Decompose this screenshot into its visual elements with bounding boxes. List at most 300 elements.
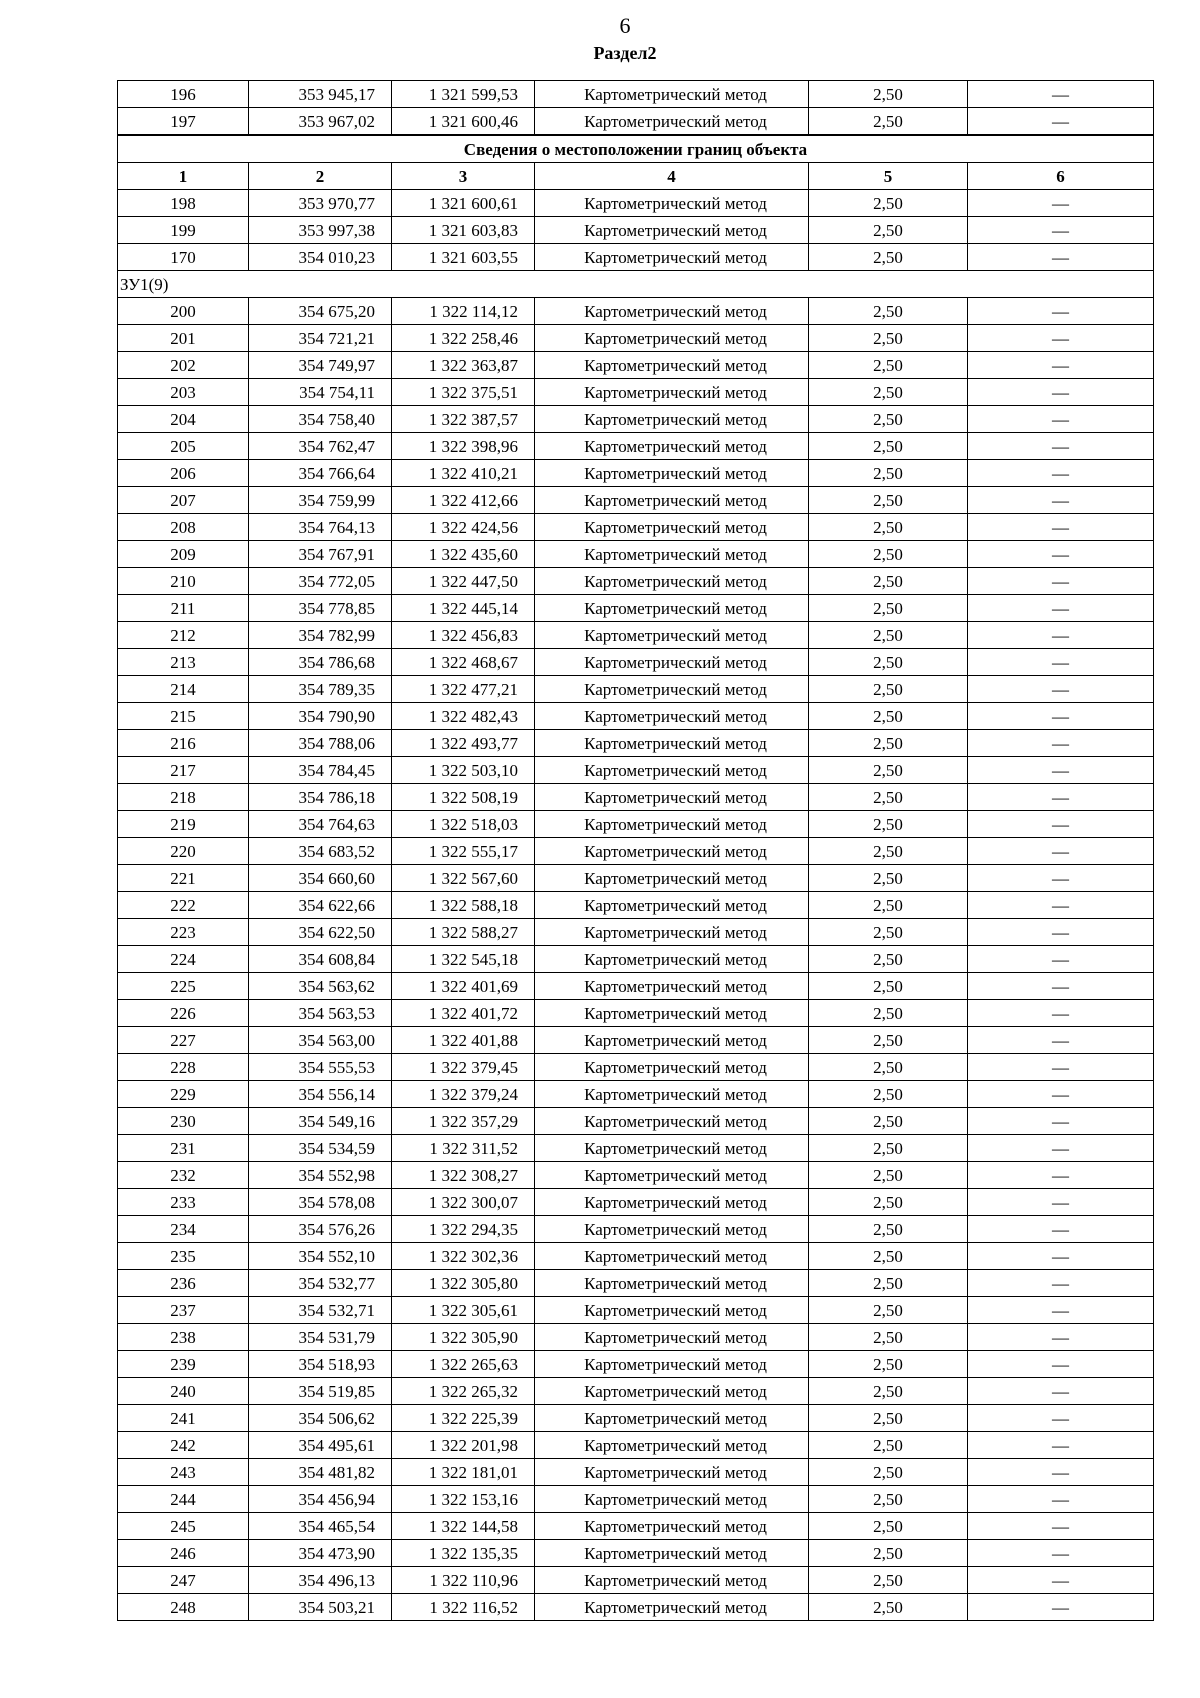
- cell-point-number: 239: [118, 1351, 249, 1378]
- cell-point-number: 227: [118, 1027, 249, 1054]
- cell-method: Картометрический метод: [535, 1567, 809, 1594]
- cell-point-number: 247: [118, 1567, 249, 1594]
- cell-point-number: 207: [118, 487, 249, 514]
- table-row: [118, 676, 1154, 703]
- cell-x-coordinate: 354 549,16: [249, 1108, 392, 1135]
- cell-point-number: 214: [118, 676, 249, 703]
- cell-y-coordinate: 1 321 599,53: [392, 81, 535, 108]
- cell-y-coordinate: 1 322 503,10: [392, 757, 535, 784]
- cell-y-coordinate: 1 322 110,96: [392, 1567, 535, 1594]
- cell-accuracy: 2,50: [809, 1297, 968, 1324]
- cell-method: Картометрический метод: [535, 1432, 809, 1459]
- cell-note: —: [968, 919, 1154, 946]
- cell-x-coordinate: 354 721,21: [249, 325, 392, 352]
- page-number: 6: [619, 13, 631, 38]
- cell-x-coordinate: 354 495,61: [249, 1432, 392, 1459]
- cell-method: Картометрический метод: [535, 568, 809, 595]
- cell-x-coordinate: 353 997,38: [249, 217, 392, 244]
- table-row: [118, 811, 1154, 838]
- table-row: [118, 1189, 1154, 1216]
- table-row: [118, 703, 1154, 730]
- cell-y-coordinate: 1 322 410,21: [392, 460, 535, 487]
- table-row: [118, 946, 1154, 973]
- cell-point-number: 199: [118, 217, 249, 244]
- cell-method: Картометрический метод: [535, 973, 809, 1000]
- cell-accuracy: 2,50: [809, 811, 968, 838]
- cell-x-coordinate: 354 503,21: [249, 1594, 392, 1621]
- cell-point-number: 201: [118, 325, 249, 352]
- table-row: [118, 541, 1154, 568]
- cell-note: —: [968, 1540, 1154, 1567]
- cell-y-coordinate: 1 322 225,39: [392, 1405, 535, 1432]
- cell-x-coordinate: 354 456,94: [249, 1486, 392, 1513]
- table-row: [118, 217, 1154, 244]
- table-row: [118, 244, 1154, 271]
- cell-y-coordinate: 1 322 545,18: [392, 946, 535, 973]
- cell-x-coordinate: 354 778,85: [249, 595, 392, 622]
- cell-x-coordinate: 354 563,53: [249, 1000, 392, 1027]
- cell-x-coordinate: 354 578,08: [249, 1189, 392, 1216]
- cell-method: Картометрический метод: [535, 1027, 809, 1054]
- table-row: [118, 730, 1154, 757]
- cell-note: —: [968, 1027, 1154, 1054]
- column-header: 3: [392, 163, 535, 190]
- cell-accuracy: 2,50: [809, 1540, 968, 1567]
- cell-note: —: [968, 81, 1154, 108]
- table-row: [118, 1027, 1154, 1054]
- cell-method: Картометрический метод: [535, 81, 809, 108]
- cell-point-number: 208: [118, 514, 249, 541]
- cell-y-coordinate: 1 322 116,52: [392, 1594, 535, 1621]
- cell-note: —: [968, 568, 1154, 595]
- cell-note: —: [968, 352, 1154, 379]
- cell-point-number: 222: [118, 892, 249, 919]
- cell-note: —: [968, 108, 1154, 136]
- cell-note: —: [968, 811, 1154, 838]
- cell-method: Картометрический метод: [535, 1351, 809, 1378]
- cell-accuracy: 2,50: [809, 1216, 968, 1243]
- cell-accuracy: 2,50: [809, 81, 968, 108]
- cell-note: —: [968, 1162, 1154, 1189]
- cell-x-coordinate: 354 764,13: [249, 514, 392, 541]
- table-row: [118, 460, 1154, 487]
- cell-accuracy: 2,50: [809, 892, 968, 919]
- cell-point-number: 218: [118, 784, 249, 811]
- cell-x-coordinate: 354 010,23: [249, 244, 392, 271]
- cell-note: —: [968, 865, 1154, 892]
- section-title: Раздел2: [593, 43, 657, 63]
- cell-accuracy: 2,50: [809, 865, 968, 892]
- cell-x-coordinate: 354 556,14: [249, 1081, 392, 1108]
- cell-x-coordinate: 354 622,66: [249, 892, 392, 919]
- table-row: [118, 298, 1154, 325]
- cell-method: Картометрический метод: [535, 433, 809, 460]
- cell-x-coordinate: 354 790,90: [249, 703, 392, 730]
- cell-method: Картометрический метод: [535, 1513, 809, 1540]
- cell-point-number: 216: [118, 730, 249, 757]
- table-row: [118, 1162, 1154, 1189]
- cell-note: —: [968, 1486, 1154, 1513]
- cell-y-coordinate: 1 322 555,17: [392, 838, 535, 865]
- cell-point-number: 219: [118, 811, 249, 838]
- cell-accuracy: 2,50: [809, 460, 968, 487]
- cell-y-coordinate: 1 322 493,77: [392, 730, 535, 757]
- cell-x-coordinate: 354 518,93: [249, 1351, 392, 1378]
- cell-x-coordinate: 354 555,53: [249, 1054, 392, 1081]
- cell-method: Картометрический метод: [535, 838, 809, 865]
- table-row: [118, 1243, 1154, 1270]
- cell-point-number: 224: [118, 946, 249, 973]
- cell-accuracy: 2,50: [809, 325, 968, 352]
- cell-accuracy: 2,50: [809, 919, 968, 946]
- cell-point-number: 248: [118, 1594, 249, 1621]
- table-row: [118, 1567, 1154, 1594]
- cell-note: —: [968, 433, 1154, 460]
- cell-x-coordinate: 354 759,99: [249, 487, 392, 514]
- cell-x-coordinate: 354 788,06: [249, 730, 392, 757]
- cell-point-number: 231: [118, 1135, 249, 1162]
- cell-note: —: [968, 1054, 1154, 1081]
- cell-accuracy: 2,50: [809, 622, 968, 649]
- cell-x-coordinate: 354 786,68: [249, 649, 392, 676]
- cell-y-coordinate: 1 322 305,90: [392, 1324, 535, 1351]
- cell-y-coordinate: 1 322 398,96: [392, 433, 535, 460]
- cell-x-coordinate: 354 782,99: [249, 622, 392, 649]
- cell-y-coordinate: 1 322 144,58: [392, 1513, 535, 1540]
- cell-x-coordinate: 354 496,13: [249, 1567, 392, 1594]
- cell-accuracy: 2,50: [809, 244, 968, 271]
- cell-note: —: [968, 1405, 1154, 1432]
- table-row: [118, 1108, 1154, 1135]
- coordinates-table-body: [118, 81, 1154, 1621]
- table-row: [118, 1054, 1154, 1081]
- cell-point-number: 206: [118, 460, 249, 487]
- cell-point-number: 213: [118, 649, 249, 676]
- cell-accuracy: 2,50: [809, 838, 968, 865]
- table-row: [118, 1081, 1154, 1108]
- cell-y-coordinate: 1 322 508,19: [392, 784, 535, 811]
- cell-y-coordinate: 1 322 424,56: [392, 514, 535, 541]
- cell-point-number: 230: [118, 1108, 249, 1135]
- cell-accuracy: 2,50: [809, 541, 968, 568]
- cell-method: Картометрический метод: [535, 406, 809, 433]
- cell-x-coordinate: 354 754,11: [249, 379, 392, 406]
- cell-point-number: 200: [118, 298, 249, 325]
- cell-x-coordinate: 354 552,98: [249, 1162, 392, 1189]
- cell-note: —: [968, 514, 1154, 541]
- cell-method: Картометрический метод: [535, 946, 809, 973]
- cell-point-number: 223: [118, 919, 249, 946]
- cell-y-coordinate: 1 322 305,61: [392, 1297, 535, 1324]
- table-row: [118, 1216, 1154, 1243]
- cell-note: —: [968, 1594, 1154, 1621]
- cell-point-number: 198: [118, 190, 249, 217]
- cell-note: —: [968, 1378, 1154, 1405]
- cell-y-coordinate: 1 322 265,63: [392, 1351, 535, 1378]
- cell-x-coordinate: 354 531,79: [249, 1324, 392, 1351]
- table-row: [118, 1459, 1154, 1486]
- cell-point-number: 228: [118, 1054, 249, 1081]
- cell-point-number: 233: [118, 1189, 249, 1216]
- cell-method: Картометрический метод: [535, 865, 809, 892]
- cell-y-coordinate: 1 322 311,52: [392, 1135, 535, 1162]
- cell-method: Картометрический метод: [535, 919, 809, 946]
- cell-note: —: [968, 595, 1154, 622]
- cell-note: —: [968, 1324, 1154, 1351]
- cell-note: —: [968, 784, 1154, 811]
- table-row: [118, 487, 1154, 514]
- cell-method: Картометрический метод: [535, 1108, 809, 1135]
- table-row: [118, 514, 1154, 541]
- cell-y-coordinate: 1 322 468,67: [392, 649, 535, 676]
- cell-accuracy: 2,50: [809, 1459, 968, 1486]
- cell-method: Картометрический метод: [535, 1081, 809, 1108]
- cell-note: —: [968, 730, 1154, 757]
- cell-y-coordinate: 1 322 401,88: [392, 1027, 535, 1054]
- cell-y-coordinate: 1 321 603,55: [392, 244, 535, 271]
- cell-y-coordinate: 1 322 258,46: [392, 325, 535, 352]
- cell-note: —: [968, 1351, 1154, 1378]
- cell-accuracy: 2,50: [809, 514, 968, 541]
- group-label: ЗУ1(9): [118, 271, 1154, 298]
- cell-x-coordinate: 354 675,20: [249, 298, 392, 325]
- cell-x-coordinate: 354 532,77: [249, 1270, 392, 1297]
- cell-note: —: [968, 1432, 1154, 1459]
- cell-method: Картометрический метод: [535, 379, 809, 406]
- table-row: [118, 406, 1154, 433]
- cell-accuracy: 2,50: [809, 1270, 968, 1297]
- cell-y-coordinate: 1 322 181,01: [392, 1459, 535, 1486]
- cell-y-coordinate: 1 322 435,60: [392, 541, 535, 568]
- cell-accuracy: 2,50: [809, 406, 968, 433]
- table-row: [118, 1594, 1154, 1621]
- cell-x-coordinate: 354 683,52: [249, 838, 392, 865]
- cell-point-number: 209: [118, 541, 249, 568]
- cell-method: Картометрический метод: [535, 1000, 809, 1027]
- table-row: [118, 352, 1154, 379]
- cell-method: Картометрический метод: [535, 757, 809, 784]
- cell-accuracy: 2,50: [809, 1189, 968, 1216]
- cell-accuracy: 2,50: [809, 190, 968, 217]
- cell-y-coordinate: 1 322 567,60: [392, 865, 535, 892]
- table-row: [118, 649, 1154, 676]
- cell-x-coordinate: 354 576,26: [249, 1216, 392, 1243]
- cell-note: —: [968, 1459, 1154, 1486]
- cell-point-number: 210: [118, 568, 249, 595]
- cell-y-coordinate: 1 321 600,61: [392, 190, 535, 217]
- cell-y-coordinate: 1 321 603,83: [392, 217, 535, 244]
- cell-note: —: [968, 244, 1154, 271]
- cell-note: —: [968, 1270, 1154, 1297]
- cell-x-coordinate: 354 762,47: [249, 433, 392, 460]
- cell-point-number: 236: [118, 1270, 249, 1297]
- cell-x-coordinate: 354 506,62: [249, 1405, 392, 1432]
- cell-method: Картометрический метод: [535, 325, 809, 352]
- table-row: [118, 973, 1154, 1000]
- cell-accuracy: 2,50: [809, 946, 968, 973]
- cell-point-number: 212: [118, 622, 249, 649]
- cell-point-number: 244: [118, 1486, 249, 1513]
- cell-method: Картометрический метод: [535, 1324, 809, 1351]
- cell-method: Картометрический метод: [535, 298, 809, 325]
- cell-y-coordinate: 1 322 308,27: [392, 1162, 535, 1189]
- cell-y-coordinate: 1 322 477,21: [392, 676, 535, 703]
- cell-point-number: 203: [118, 379, 249, 406]
- cell-method: Картометрический метод: [535, 1216, 809, 1243]
- cell-method: Картометрический метод: [535, 244, 809, 271]
- cell-point-number: 202: [118, 352, 249, 379]
- cell-accuracy: 2,50: [809, 595, 968, 622]
- cell-method: Картометрический метод: [535, 541, 809, 568]
- cell-method: Картометрический метод: [535, 730, 809, 757]
- cell-accuracy: 2,50: [809, 1135, 968, 1162]
- cell-y-coordinate: 1 322 401,72: [392, 1000, 535, 1027]
- cell-method: Картометрический метод: [535, 514, 809, 541]
- table-row: [118, 1351, 1154, 1378]
- cell-accuracy: 2,50: [809, 1324, 968, 1351]
- cell-note: —: [968, 973, 1154, 1000]
- cell-method: Картометрический метод: [535, 1270, 809, 1297]
- cell-accuracy: 2,50: [809, 649, 968, 676]
- table-row: [118, 1000, 1154, 1027]
- cell-y-coordinate: 1 322 363,87: [392, 352, 535, 379]
- cell-point-number: 221: [118, 865, 249, 892]
- cell-method: Картометрический метод: [535, 1540, 809, 1567]
- table-row: [118, 595, 1154, 622]
- cell-method: Картометрический метод: [535, 811, 809, 838]
- table-row: [118, 757, 1154, 784]
- cell-point-number: 211: [118, 595, 249, 622]
- cell-accuracy: 2,50: [809, 1243, 968, 1270]
- cell-method: Картометрический метод: [535, 487, 809, 514]
- cell-point-number: 240: [118, 1378, 249, 1405]
- column-header: 5: [809, 163, 968, 190]
- cell-accuracy: 2,50: [809, 1567, 968, 1594]
- cell-y-coordinate: 1 322 401,69: [392, 973, 535, 1000]
- table-caption-row: [118, 135, 1154, 163]
- cell-x-coordinate: 354 764,63: [249, 811, 392, 838]
- cell-y-coordinate: 1 321 600,46: [392, 108, 535, 136]
- table-row: [118, 892, 1154, 919]
- cell-note: —: [968, 460, 1154, 487]
- cell-point-number: 243: [118, 1459, 249, 1486]
- cell-accuracy: 2,50: [809, 487, 968, 514]
- cell-y-coordinate: 1 322 300,07: [392, 1189, 535, 1216]
- cell-accuracy: 2,50: [809, 784, 968, 811]
- cell-accuracy: 2,50: [809, 973, 968, 1000]
- cell-note: —: [968, 541, 1154, 568]
- cell-y-coordinate: 1 322 588,18: [392, 892, 535, 919]
- cell-point-number: 238: [118, 1324, 249, 1351]
- cell-point-number: 170: [118, 244, 249, 271]
- cell-accuracy: 2,50: [809, 108, 968, 136]
- table-row: [118, 81, 1154, 108]
- cell-method: Картометрический метод: [535, 595, 809, 622]
- cell-method: Картометрический метод: [535, 676, 809, 703]
- table-row: [118, 622, 1154, 649]
- cell-method: Картометрический метод: [535, 190, 809, 217]
- cell-point-number: 246: [118, 1540, 249, 1567]
- table-row: [118, 1405, 1154, 1432]
- cell-x-coordinate: 354 563,00: [249, 1027, 392, 1054]
- table-row: [118, 190, 1154, 217]
- cell-x-coordinate: 354 532,71: [249, 1297, 392, 1324]
- column-header: 2: [249, 163, 392, 190]
- cell-note: —: [968, 649, 1154, 676]
- cell-accuracy: 2,50: [809, 730, 968, 757]
- cell-point-number: 241: [118, 1405, 249, 1432]
- cell-note: —: [968, 1135, 1154, 1162]
- cell-x-coordinate: 354 465,54: [249, 1513, 392, 1540]
- cell-y-coordinate: 1 322 294,35: [392, 1216, 535, 1243]
- cell-accuracy: 2,50: [809, 757, 968, 784]
- cell-y-coordinate: 1 322 588,27: [392, 919, 535, 946]
- cell-y-coordinate: 1 322 387,57: [392, 406, 535, 433]
- cell-x-coordinate: 354 766,64: [249, 460, 392, 487]
- cell-x-coordinate: 354 622,50: [249, 919, 392, 946]
- cell-accuracy: 2,50: [809, 1054, 968, 1081]
- cell-y-coordinate: 1 322 375,51: [392, 379, 535, 406]
- cell-method: Картометрический метод: [535, 1162, 809, 1189]
- cell-point-number: 220: [118, 838, 249, 865]
- table-row: [118, 784, 1154, 811]
- cell-x-coordinate: 354 749,97: [249, 352, 392, 379]
- table-row: [118, 108, 1154, 136]
- cell-y-coordinate: 1 322 447,50: [392, 568, 535, 595]
- table-row: [118, 1432, 1154, 1459]
- cell-point-number: 237: [118, 1297, 249, 1324]
- cell-y-coordinate: 1 322 153,16: [392, 1486, 535, 1513]
- cell-accuracy: 2,50: [809, 1486, 968, 1513]
- cell-y-coordinate: 1 322 456,83: [392, 622, 535, 649]
- table-row: [118, 865, 1154, 892]
- table-row: [118, 1324, 1154, 1351]
- cell-point-number: 234: [118, 1216, 249, 1243]
- cell-y-coordinate: 1 322 302,36: [392, 1243, 535, 1270]
- cell-point-number: 235: [118, 1243, 249, 1270]
- cell-accuracy: 2,50: [809, 298, 968, 325]
- cell-note: —: [968, 1189, 1154, 1216]
- cell-point-number: 205: [118, 433, 249, 460]
- table-row: [118, 1378, 1154, 1405]
- table-row: [118, 433, 1154, 460]
- cell-method: Картометрический метод: [535, 1297, 809, 1324]
- column-header: 1: [118, 163, 249, 190]
- cell-note: —: [968, 1216, 1154, 1243]
- cell-accuracy: 2,50: [809, 1378, 968, 1405]
- cell-note: —: [968, 406, 1154, 433]
- cell-x-coordinate: 354 552,10: [249, 1243, 392, 1270]
- cell-note: —: [968, 325, 1154, 352]
- cell-x-coordinate: 354 784,45: [249, 757, 392, 784]
- cell-method: Картометрический метод: [535, 1378, 809, 1405]
- cell-accuracy: 2,50: [809, 1108, 968, 1135]
- cell-method: Картометрический метод: [535, 703, 809, 730]
- cell-y-coordinate: 1 322 265,32: [392, 1378, 535, 1405]
- cell-accuracy: 2,50: [809, 1351, 968, 1378]
- cell-accuracy: 2,50: [809, 217, 968, 244]
- cell-method: Картометрический метод: [535, 1486, 809, 1513]
- table-row: [118, 1540, 1154, 1567]
- cell-point-number: 197: [118, 108, 249, 136]
- cell-x-coordinate: 353 970,77: [249, 190, 392, 217]
- cell-point-number: 225: [118, 973, 249, 1000]
- cell-note: —: [968, 1297, 1154, 1324]
- cell-accuracy: 2,50: [809, 1081, 968, 1108]
- cell-note: —: [968, 190, 1154, 217]
- cell-accuracy: 2,50: [809, 1162, 968, 1189]
- cell-accuracy: 2,50: [809, 352, 968, 379]
